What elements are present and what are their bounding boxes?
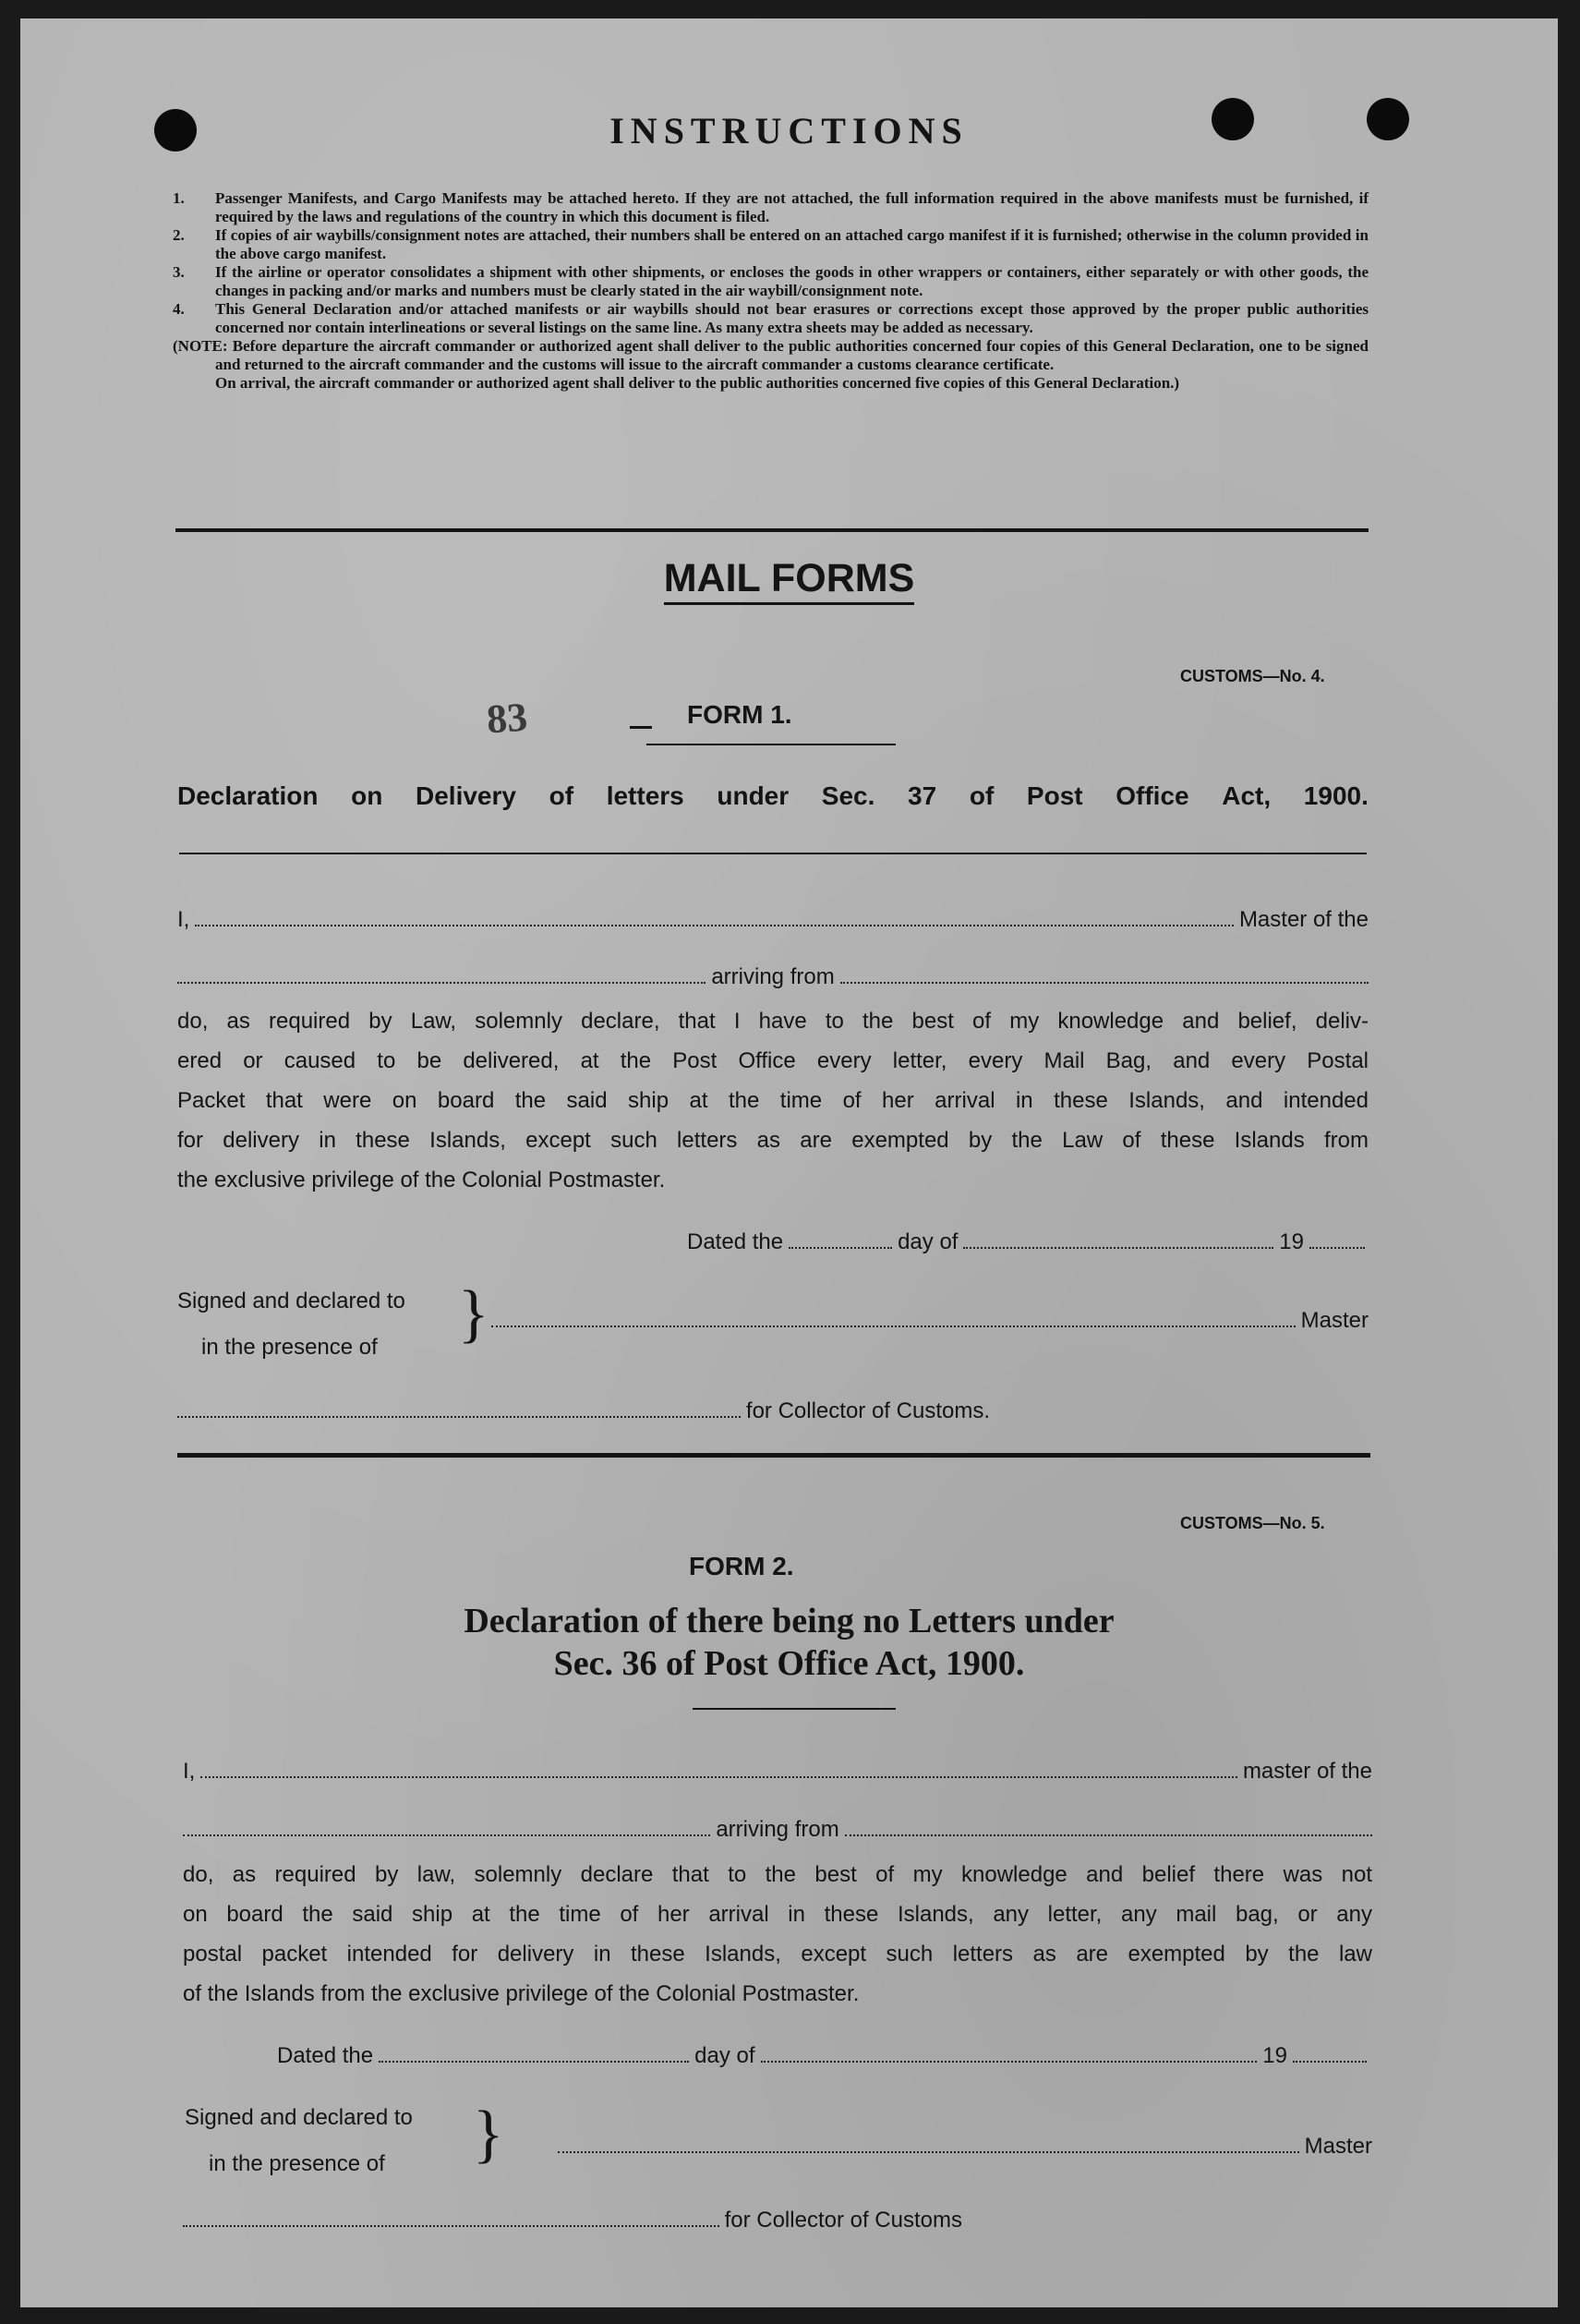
form1-heading: FORM 1. (687, 700, 792, 729)
signature-field[interactable] (177, 1399, 741, 1418)
form2-customs-number: CUSTOMS—No. 5. (1180, 1514, 1325, 1532)
blank-field[interactable] (845, 1818, 1372, 1836)
signature-field[interactable] (183, 2209, 719, 2227)
blank-field[interactable] (177, 965, 706, 984)
form2-master-signature-line: Master (558, 2134, 1372, 2160)
form2-arriving-line: arriving from (183, 1817, 1372, 1843)
instruction-note-arrival: On arrival, the aircraft commander or authorized agent shall deliver to the public authorities concerned five copies of this General Declaration.) (215, 374, 1180, 392)
form1-collector-line: for Collector of Customs. (177, 1398, 990, 1424)
form1-stamp-number: 83 (485, 694, 529, 743)
blank-field[interactable] (200, 1760, 1237, 1778)
instruction-item: 4. This General Declaration and/or attached manifests or air waybills should not bear erasures or corrections except those approved by the proper public authorities concerned nor contain interlineations or several listings on the same line. As many extra sheets may be added as necessary. (173, 300, 1369, 336)
instructions-title: INSTRUCTIONS (609, 110, 969, 151)
blank-field[interactable] (761, 2044, 1258, 2063)
blank-field[interactable] (789, 1230, 892, 1249)
blank-field[interactable] (195, 908, 1234, 926)
form2-master-line: I, master of the (183, 1759, 1372, 1784)
form1-dated-line: Dated the day of 19 (687, 1229, 1370, 1255)
form2-declaration-title: Declaration of there being no Letters under Sec. 36 of Post Office Act, 1900. (464, 1602, 1115, 1683)
blank-field[interactable] (963, 1230, 1273, 1249)
form2-heading: FORM 2. (689, 1552, 794, 1580)
form1-declaration-title: Declaration on Delivery of letters under Sec. 37 of Post Office Act, 1900. (177, 781, 1369, 810)
instruction-item: 1. Passenger Manifests, and Cargo Manifests may be attached hereto. If they are not attached, the full information required in the above manifests must be furnished, if required by the laws and regulations of the country in which this document is filed. (173, 189, 1369, 225)
section-divider (175, 528, 1369, 532)
form2-collector-line: for Collector of Customs (183, 2208, 962, 2233)
instruction-item: 3. If the airline or operator consolidates a shipment with other shipments, or encloses the goods in other wrappers or containers, either separately or with other goods, the changes in packing and/or marks and numbers must be clearly stated in the air waybill/consignment note. (173, 263, 1369, 299)
section-divider (177, 1453, 1370, 1458)
document-page (20, 18, 1558, 2307)
brace: } (458, 1278, 489, 1350)
form1-title-rule (179, 853, 1367, 854)
form1-declaration-paragraph: do, as required by Law, solemnly declare, that I have to the best of my knowledge and belief, deliv- ered or caused to be delivered, at the Post Office every letter, every Mail Bag, and every Postal Packet that were on board the said ship at the time of her arrival in these Islands, and intended for delivery in these Islands, except such letters as are exempted by the Law of these Islands from the exclusive privilege of the Colonial Postmaster. (177, 1009, 1369, 1192)
blank-field[interactable] (379, 2044, 689, 2063)
heading-underline (646, 744, 896, 745)
signature-field[interactable] (491, 1309, 1296, 1327)
blank-field[interactable] (183, 1818, 710, 1836)
brace: } (473, 2099, 504, 2170)
dash (630, 726, 652, 729)
signature-field[interactable] (558, 2135, 1299, 2153)
form1-master-signature-line: Master (491, 1308, 1369, 1334)
mail-forms-title: MAIL FORMS (20, 556, 1558, 601)
instruction-note: (NOTE: Before departure the aircraft commander or authorized agent shall deliver to the public authorities concerned four copies of this General Declaration, one to be signed and returned to the aircraft commander and the customs will issue to the aircraft commander a customs clearance certificate. (173, 337, 1369, 373)
blank-field[interactable] (1309, 1230, 1365, 1249)
instructions-list (173, 189, 1369, 393)
form2-dated-line: Dated the day of 19 (277, 2043, 1372, 2069)
heading-underline (693, 1708, 896, 1710)
instruction-item: 2. If copies of air waybills/consignment notes are attached, their numbers shall be entered on an attached cargo manifest if it is furnished; otherwise in the column provided in the above cargo manifest. (173, 226, 1369, 262)
form2-declaration-paragraph: do, as required by law, solemnly declare that to the best of my knowledge and belief there was not on board the said ship at the time of her arrival in these Islands, any letter, any mail bag, or any postal packet intended for delivery in these Islands, except such letters as are exempted by the law of the Islands from the exclusive privilege of the Colonial Postmaster. (183, 1862, 1372, 2006)
form1-customs-number: CUSTOMS—No. 4. (1180, 667, 1325, 685)
blank-field[interactable] (840, 965, 1369, 984)
form1-arriving-line: arriving from (177, 964, 1369, 990)
form1-signed-block: Signed and declared to in the presence of (177, 1289, 405, 1360)
form1-master-line: I, Master of the (177, 907, 1369, 932)
blank-field[interactable] (1293, 2044, 1367, 2063)
form2-signed-block: Signed and declared to in the presence of (185, 2105, 413, 2176)
